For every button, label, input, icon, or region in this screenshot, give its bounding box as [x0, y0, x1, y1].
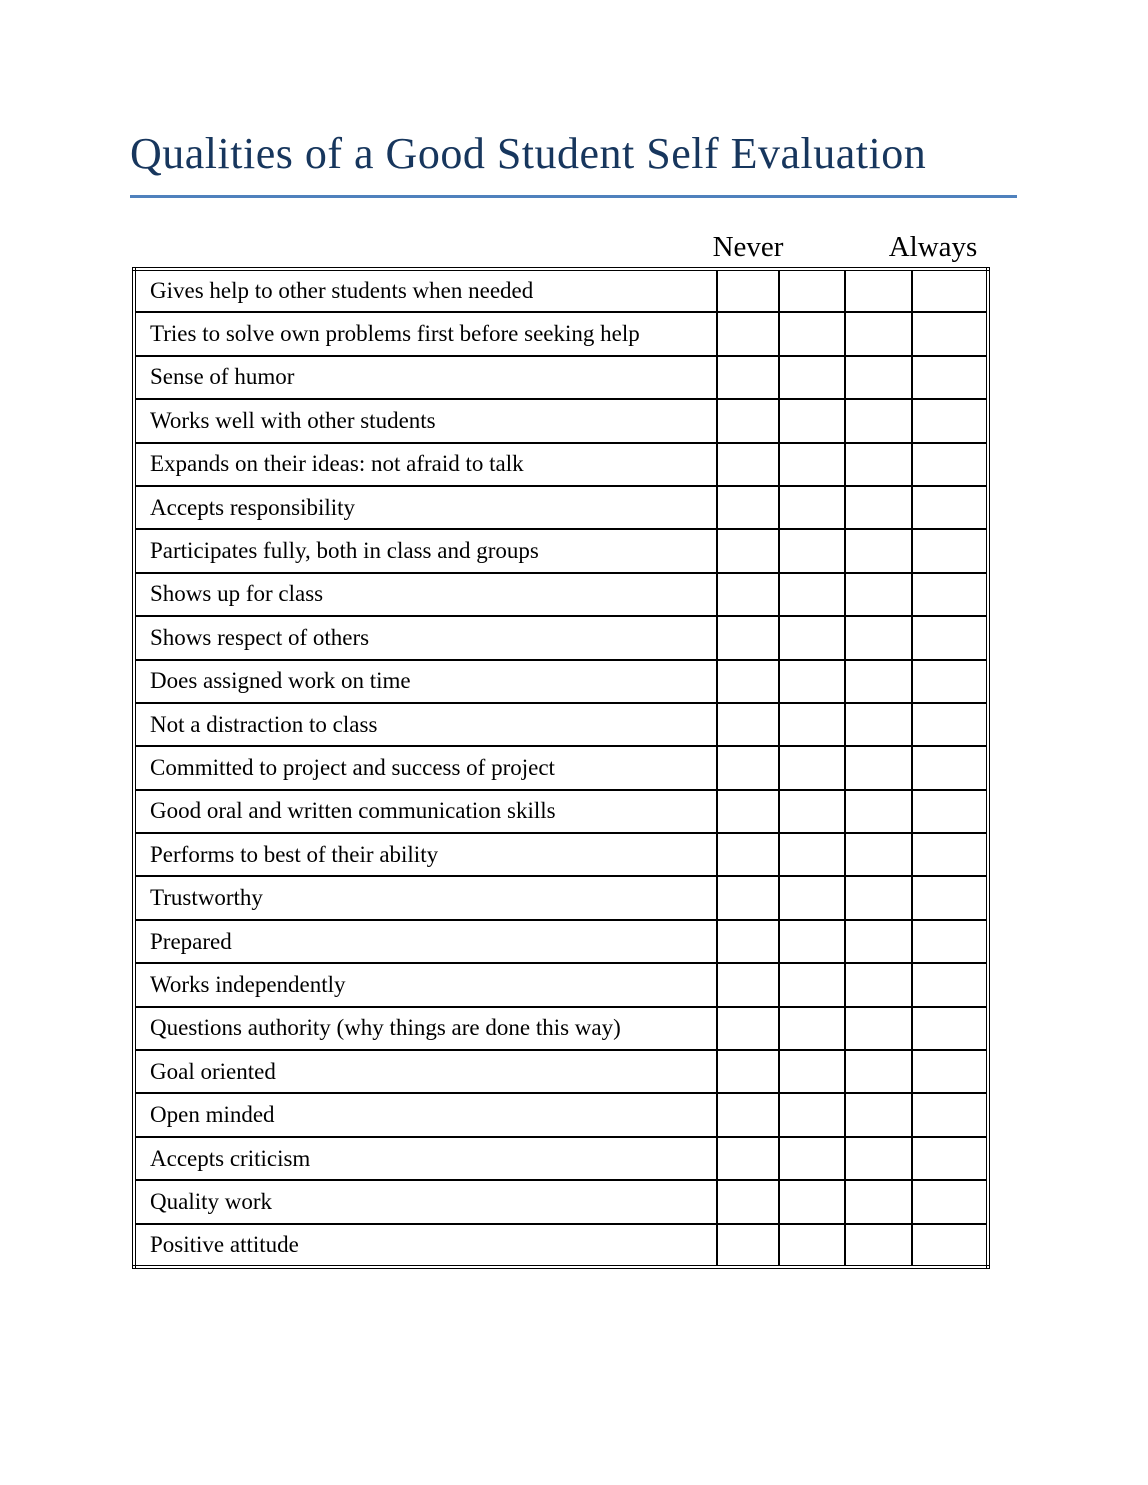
rating-cell-3[interactable] [845, 746, 912, 789]
quality-row-11 [134, 703, 988, 746]
quality-label: Questions authority (why things are done this way) [134, 1007, 717, 1050]
rating-cell-1[interactable] [717, 1093, 779, 1136]
rating-cell-4[interactable] [912, 703, 988, 746]
rating-cell-1[interactable] [717, 486, 779, 529]
quality-row-15 [134, 876, 988, 919]
rating-cell-2[interactable] [779, 1007, 845, 1050]
rating-cell-4[interactable] [912, 1137, 988, 1180]
rating-cell-1[interactable] [717, 1224, 779, 1267]
quality-row-7 [134, 529, 988, 572]
rating-cell-2[interactable] [779, 1093, 845, 1136]
rating-cell-3[interactable] [845, 312, 912, 355]
rating-cell-1[interactable] [717, 399, 779, 442]
rating-cell-2[interactable] [779, 1224, 845, 1267]
quality-row-8 [134, 573, 988, 616]
rating-cell-2[interactable] [779, 1180, 845, 1223]
rating-cell-3[interactable] [845, 356, 912, 399]
rating-cell-1[interactable] [717, 443, 779, 486]
rating-cell-4[interactable] [912, 963, 988, 1006]
rating-cell-1[interactable] [717, 790, 779, 833]
evaluation-table-body [134, 269, 988, 1267]
quality-label: Shows respect of others [134, 616, 717, 659]
rating-cell-2[interactable] [779, 746, 845, 789]
rating-cell-3[interactable] [845, 660, 912, 703]
quality-label: Quality work [134, 1180, 717, 1223]
rating-cell-4[interactable] [912, 1093, 988, 1136]
evaluation-table [132, 267, 990, 1269]
rating-cell-3[interactable] [845, 399, 912, 442]
rating-cell-3[interactable] [845, 443, 912, 486]
quality-label: Prepared [134, 920, 717, 963]
rating-cell-1[interactable] [717, 356, 779, 399]
quality-row-12 [134, 746, 988, 789]
rating-cell-1[interactable] [717, 1180, 779, 1223]
quality-label: Performs to best of their ability [134, 833, 717, 876]
quality-row-16 [134, 920, 988, 963]
rating-cell-2[interactable] [779, 1050, 845, 1093]
scale-header [132, 224, 988, 264]
rating-cell-2[interactable] [779, 443, 845, 486]
rating-cell-2[interactable] [779, 529, 845, 572]
rating-cell-2[interactable] [779, 920, 845, 963]
rating-cell-3[interactable] [845, 269, 912, 312]
rating-cell-4[interactable] [912, 833, 988, 876]
rating-cell-4[interactable] [912, 920, 988, 963]
quality-row-20 [134, 1093, 988, 1136]
quality-label: Committed to project and success of project [134, 746, 717, 789]
rating-cell-2[interactable] [779, 963, 845, 1006]
quality-label: Good oral and written communication skills [134, 790, 717, 833]
rating-cell-1[interactable] [717, 312, 779, 355]
quality-label: Expands on their ideas: not afraid to talk [134, 443, 717, 486]
rating-cell-1[interactable] [717, 573, 779, 616]
rating-cell-3[interactable] [845, 616, 912, 659]
page-title: Qualities of a Good Student Self Evaluation [130, 128, 1017, 198]
rating-cell-3[interactable] [845, 1093, 912, 1136]
quality-row-3 [134, 356, 988, 399]
rating-cell-2[interactable] [779, 876, 845, 919]
rating-cell-2[interactable] [779, 399, 845, 442]
quality-label: Accepts responsibility [134, 486, 717, 529]
rating-cell-2[interactable] [779, 616, 845, 659]
quality-row-2 [134, 312, 988, 355]
quality-row-17 [134, 963, 988, 1006]
rating-cell-3[interactable] [845, 1224, 912, 1267]
rating-cell-4[interactable] [912, 443, 988, 486]
rating-cell-4[interactable] [912, 1180, 988, 1223]
quality-label: Trustworthy [134, 876, 717, 919]
quality-label: Gives help to other students when needed [134, 269, 717, 312]
rating-cell-3[interactable] [845, 703, 912, 746]
rating-cell-4[interactable] [912, 573, 988, 616]
rating-cell-1[interactable] [717, 746, 779, 789]
rating-cell-2[interactable] [779, 573, 845, 616]
quality-row-22 [134, 1180, 988, 1223]
quality-label: Not a distraction to class [134, 703, 717, 746]
rating-cell-3[interactable] [845, 529, 912, 572]
rating-cell-1[interactable] [717, 1137, 779, 1180]
rating-cell-4[interactable] [912, 269, 988, 312]
rating-cell-1[interactable] [717, 1050, 779, 1093]
quality-row-14 [134, 833, 988, 876]
rating-cell-4[interactable] [912, 1224, 988, 1267]
rating-cell-1[interactable] [717, 833, 779, 876]
rating-cell-3[interactable] [845, 790, 912, 833]
quality-label: Accepts criticism [134, 1137, 717, 1180]
quality-label: Tries to solve own problems first before seeking help [134, 312, 717, 355]
quality-row-18 [134, 1007, 988, 1050]
rating-cell-3[interactable] [845, 1180, 912, 1223]
rating-cell-2[interactable] [779, 660, 845, 703]
quality-label: Positive attitude [134, 1224, 717, 1267]
rating-cell-4[interactable] [912, 486, 988, 529]
rating-cell-4[interactable] [912, 876, 988, 919]
rating-cell-2[interactable] [779, 269, 845, 312]
quality-label: Works well with other students [134, 399, 717, 442]
rating-cell-4[interactable] [912, 1007, 988, 1050]
quality-label: Open minded [134, 1093, 717, 1136]
quality-row-4 [134, 399, 988, 442]
rating-cell-3[interactable] [845, 963, 912, 1006]
rating-cell-3[interactable] [845, 833, 912, 876]
scale-label-always: Always [888, 231, 978, 263]
rating-cell-2[interactable] [779, 703, 845, 746]
quality-row-9 [134, 616, 988, 659]
rating-cell-1[interactable] [717, 660, 779, 703]
rating-cell-1[interactable] [717, 963, 779, 1006]
rating-cell-3[interactable] [845, 876, 912, 919]
rating-cell-1[interactable] [717, 876, 779, 919]
quality-label: Goal oriented [134, 1050, 717, 1093]
quality-row-6 [134, 486, 988, 529]
rating-cell-3[interactable] [845, 920, 912, 963]
rating-cell-2[interactable] [779, 790, 845, 833]
quality-row-13 [134, 790, 988, 833]
rating-cell-2[interactable] [779, 1137, 845, 1180]
rating-cell-4[interactable] [912, 529, 988, 572]
quality-label: Does assigned work on time [134, 660, 717, 703]
rating-cell-4[interactable] [912, 660, 988, 703]
quality-row-10 [134, 660, 988, 703]
rating-cell-4[interactable] [912, 399, 988, 442]
rating-cell-1[interactable] [717, 1007, 779, 1050]
rating-cell-3[interactable] [845, 486, 912, 529]
rating-cell-2[interactable] [779, 833, 845, 876]
quality-label: Shows up for class [134, 573, 717, 616]
quality-label: Works independently [134, 963, 717, 1006]
rating-cell-1[interactable] [717, 529, 779, 572]
quality-label: Participates fully, both in class and groups [134, 529, 717, 572]
rating-cell-2[interactable] [779, 312, 845, 355]
rating-cell-4[interactable] [912, 790, 988, 833]
rating-cell-4[interactable] [912, 746, 988, 789]
rating-cell-4[interactable] [912, 312, 988, 355]
quality-row-19 [134, 1050, 988, 1093]
rating-cell-4[interactable] [912, 616, 988, 659]
rating-cell-2[interactable] [779, 356, 845, 399]
rating-cell-3[interactable] [845, 1050, 912, 1093]
rating-cell-4[interactable] [912, 1050, 988, 1093]
quality-row-5 [134, 443, 988, 486]
scale-label-never: Never [712, 231, 784, 263]
rating-cell-3[interactable] [845, 1007, 912, 1050]
rating-cell-1[interactable] [717, 269, 779, 312]
quality-row-1 [134, 269, 988, 312]
rating-cell-4[interactable] [912, 356, 988, 399]
rating-cell-2[interactable] [779, 486, 845, 529]
quality-row-21 [134, 1137, 988, 1180]
rating-cell-1[interactable] [717, 616, 779, 659]
quality-row-23 [134, 1224, 988, 1267]
rating-cell-1[interactable] [717, 920, 779, 963]
rating-cell-3[interactable] [845, 573, 912, 616]
rating-cell-3[interactable] [845, 1137, 912, 1180]
quality-label: Sense of humor [134, 356, 717, 399]
rating-cell-1[interactable] [717, 703, 779, 746]
